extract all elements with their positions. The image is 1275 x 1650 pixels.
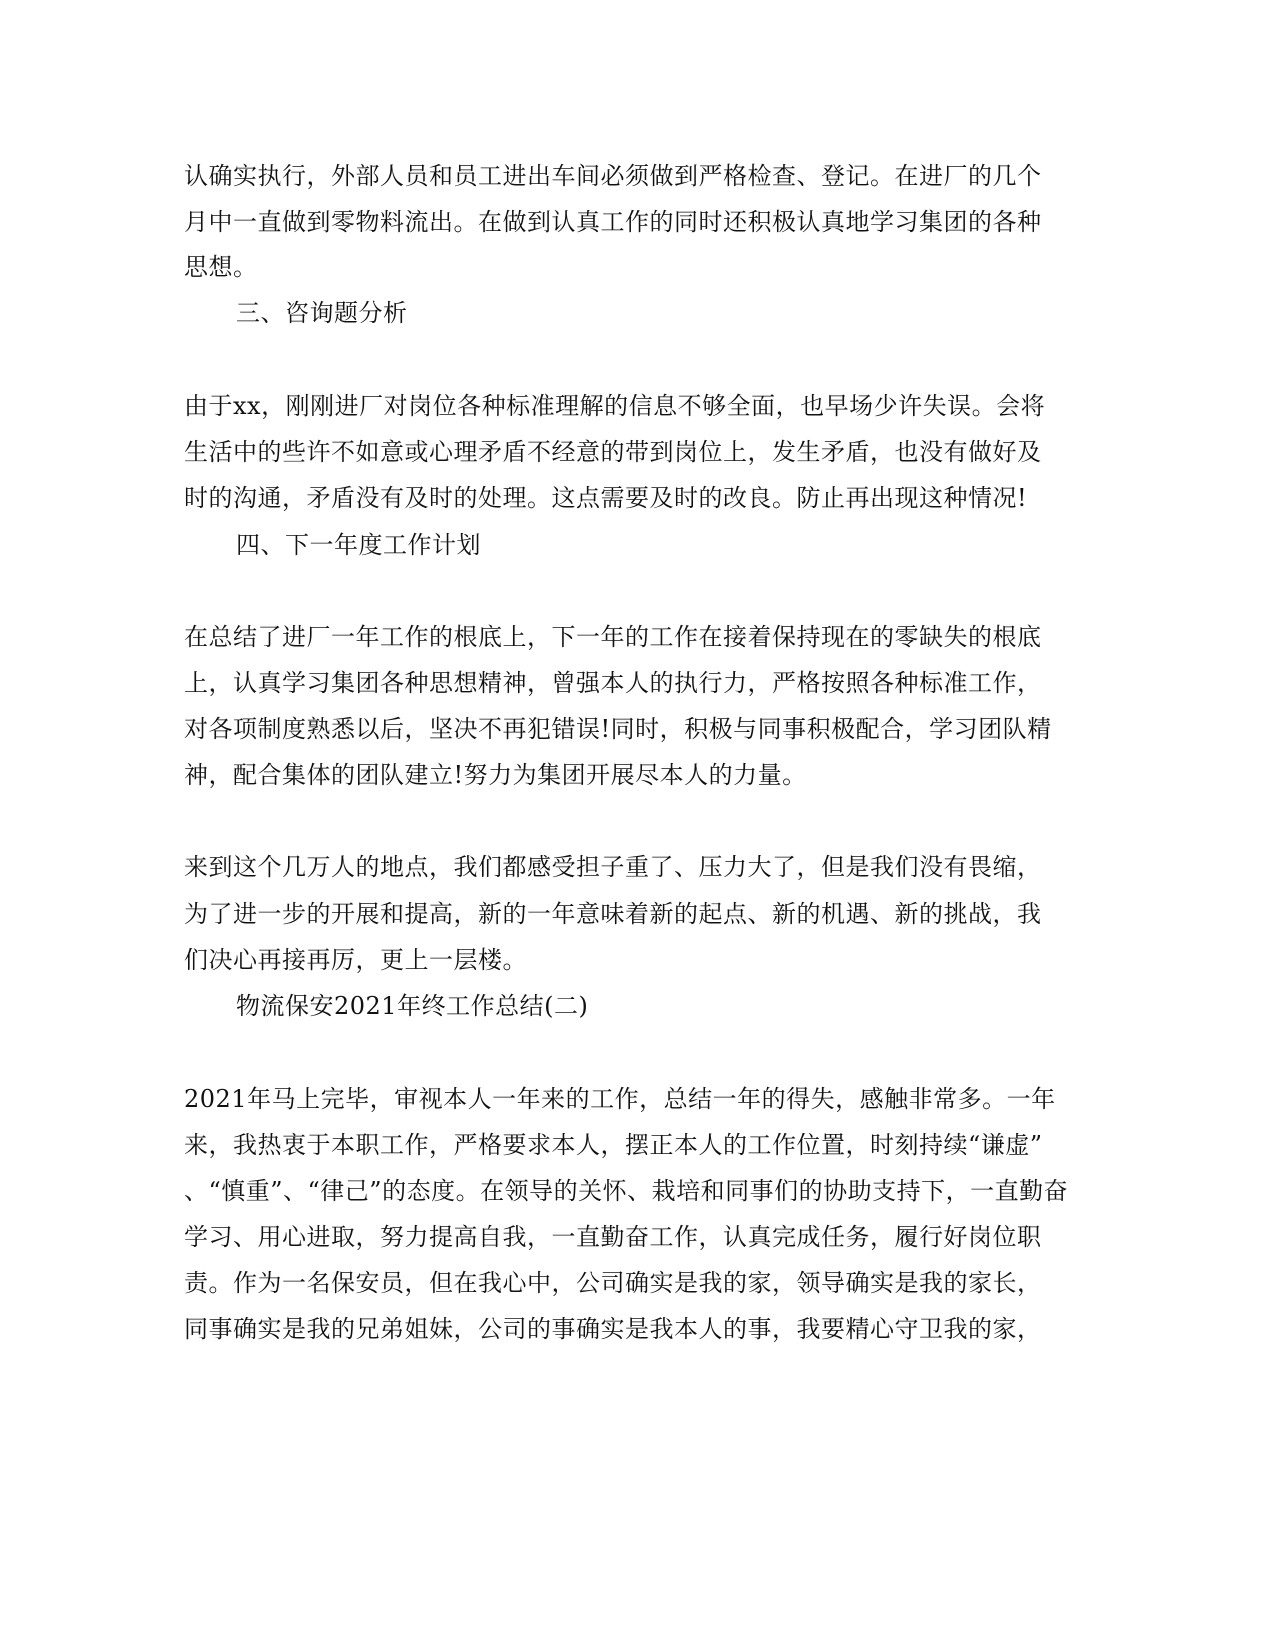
paragraph-line: 认确实执行，外部人员和员工进出车间必须做到严格检查、登记。在进厂的几个 bbox=[184, 162, 1042, 190]
paragraph-line: 时的沟通，矛盾没有及时的处理。这点需要及时的改良。防止再出现这种情况! bbox=[184, 484, 1028, 512]
paragraph-line: 2021年马上完毕，审视本人一年来的工作，总结一年的得失，感触非常多。一年 bbox=[184, 1085, 1056, 1113]
paragraph-line: 、“慎重”、“律己”的态度。在领导的关怀、栽培和同事们的协助支持下，一直勤奋 bbox=[184, 1177, 1069, 1205]
paragraph-line: 学习、用心进取，努力提高自我，一直勤奋工作，认真完成任务，履行好岗位职 bbox=[184, 1223, 1042, 1251]
paragraph-line: 月中一直做到零物料流出。在做到认真工作的同时还积极认真地学习集团的各种 bbox=[184, 208, 1042, 236]
paragraph-line: 们决心再接再厉，更上一层楼。 bbox=[184, 946, 527, 974]
section-title: 物流保安2021年终工作总结(二) bbox=[236, 992, 589, 1020]
section-heading-4: 四、下一年度工作计划 bbox=[236, 531, 481, 559]
section-heading-3: 三、咨询题分析 bbox=[236, 299, 408, 327]
paragraph-line: 来，我热衷于本职工作，严格要求本人，摆正本人的工作位置，时刻持续“谦虚” bbox=[184, 1131, 1043, 1159]
paragraph-line: 为了进一步的开展和提高，新的一年意味着新的起点、新的机遇、新的挑战，我 bbox=[184, 900, 1042, 928]
paragraph-line: 上，认真学习集团各种思想精神，曾强本人的执行力，严格按照各种标准工作， bbox=[184, 669, 1042, 697]
paragraph-line: 责。作为一名保安员，但在我心中，公司确实是我的家，领导确实是我的家长， bbox=[184, 1269, 1042, 1297]
paragraph-line: 同事确实是我的兄弟姐妹，公司的事确实是我本人的事，我要精心守卫我的家， bbox=[184, 1315, 1042, 1343]
paragraph-line: 神，配合集体的团队建立!努力为集团开展尽本人的力量。 bbox=[184, 761, 807, 789]
paragraph-line: 思想。 bbox=[184, 253, 258, 281]
paragraph-line: 生活中的些许不如意或心理矛盾不经意的带到岗位上，发生矛盾，也没有做好及 bbox=[184, 438, 1042, 466]
paragraph-line: 来到这个几万人的地点，我们都感受担子重了、压力大了，但是我们没有畏缩， bbox=[184, 853, 1042, 881]
paragraph-line: 由于xx，刚刚进厂对岗位各种标准理解的信息不够全面，也早场少许失误。会将 bbox=[184, 392, 1046, 420]
paragraph-line: 对各项制度熟悉以后，坚决不再犯错误!同时，积极与同事积极配合，学习团队精 bbox=[184, 715, 1052, 743]
paragraph-line: 在总结了进厂一年工作的根底上，下一年的工作在接着保持现在的零缺失的根底 bbox=[184, 623, 1042, 651]
